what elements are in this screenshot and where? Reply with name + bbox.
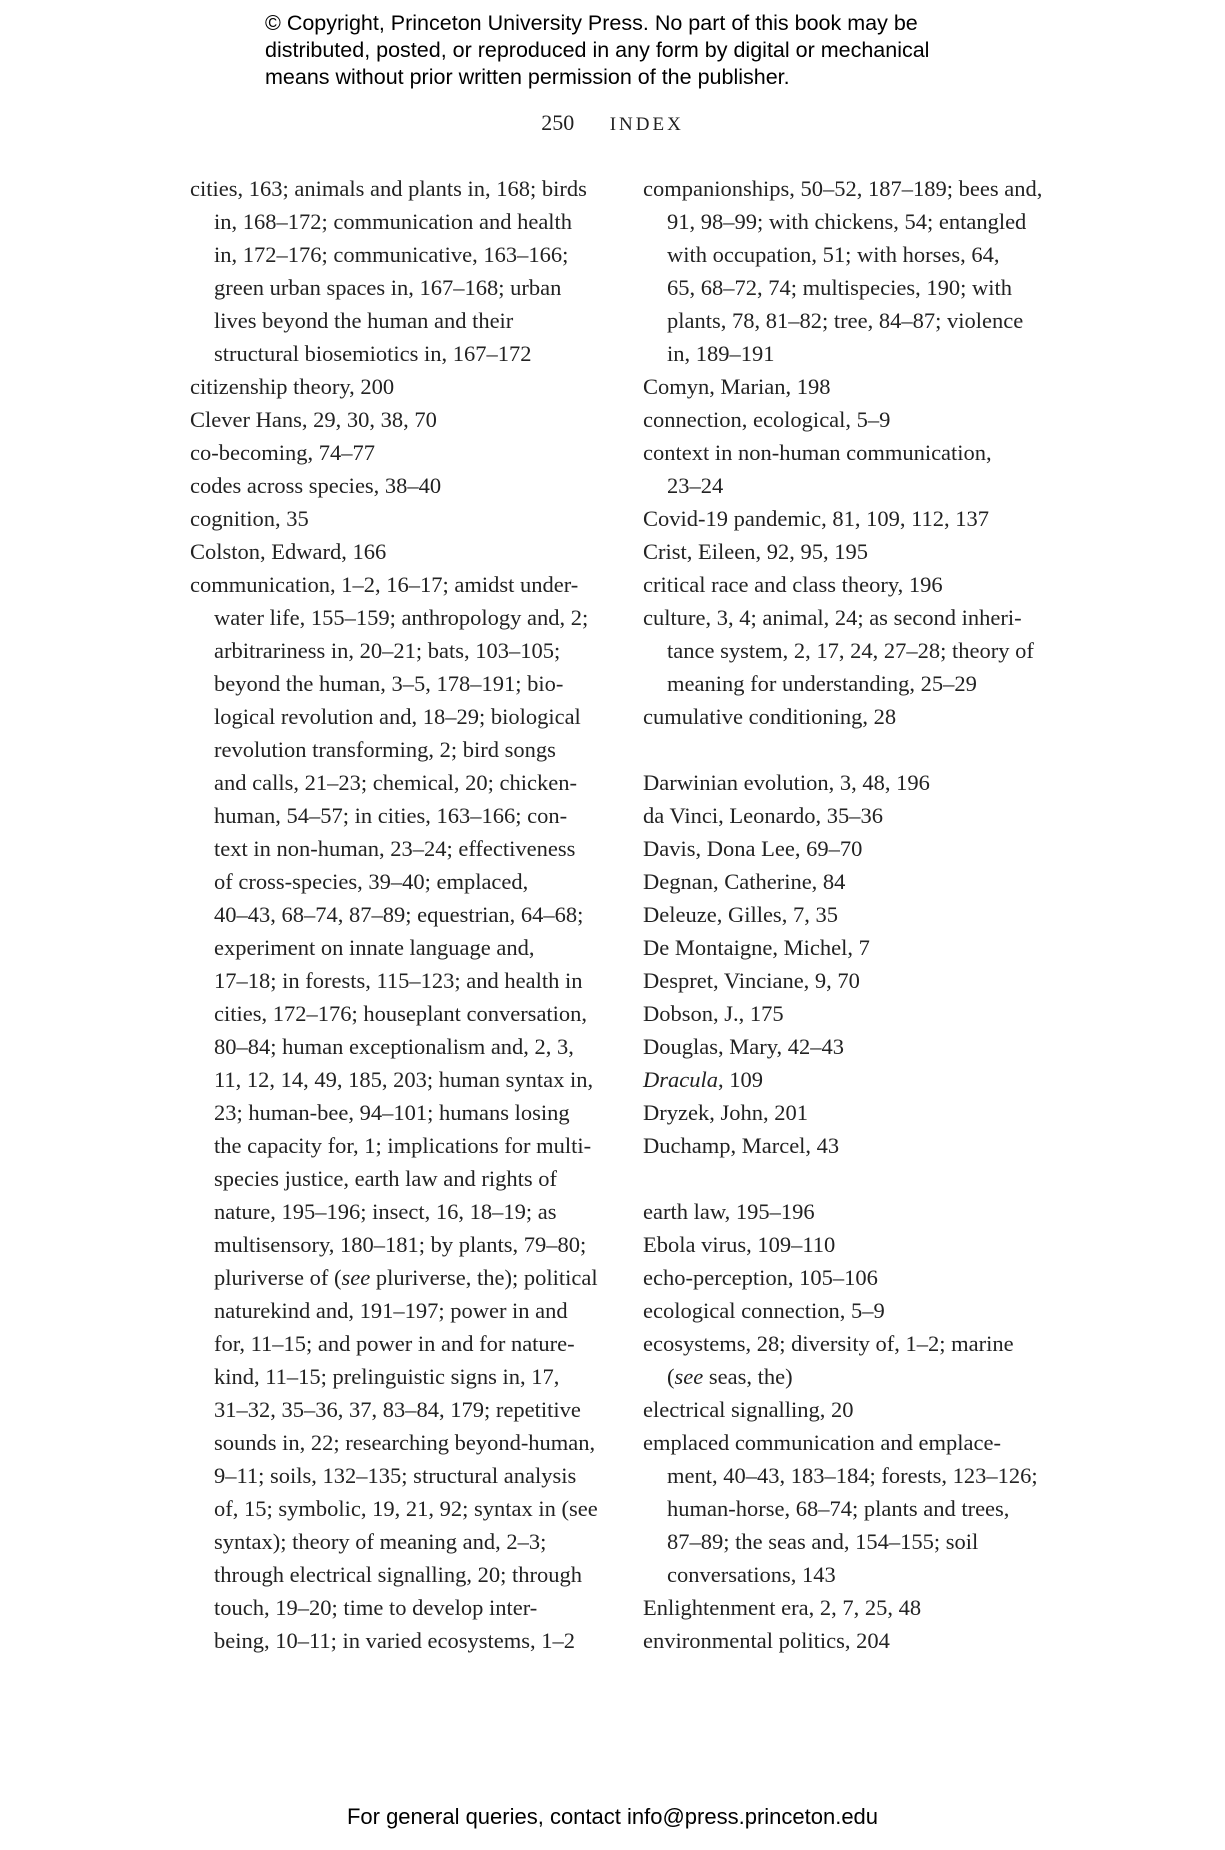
index-entry-line: cities, 163; animals and plants in, 168; birds [190,176,587,201]
index-entry-line: Colston, Edward, 166 [190,539,387,564]
index-entry-line: species justice, earth law and rights of [214,1166,558,1191]
index-entry-line: structural biosemiotics in, 167–172 [214,341,532,366]
index-entry-line: da Vinci, Leonardo, 35–36 [643,803,884,828]
index-entry [643,1228,1063,1261]
index-entry-line: human, 54–57; in cities, 163–166; con- [214,803,568,828]
index-entry [643,1294,1063,1327]
index-entry-line: Dracula, 109 [643,1067,763,1092]
index-entry [643,898,1063,931]
index-entry-line: Deleuze, Gilles, 7, 35 [643,902,838,927]
index-entry [643,1129,1063,1162]
index-entry-line: 11, 12, 14, 49, 185, 203; human syntax in, [214,1067,594,1092]
index-entry-line: water life, 155–159; anthropology and, 2; [214,605,589,630]
index-entry-line: human-horse, 68–74; plants and trees, [667,1496,1010,1521]
index-entry-line: in, 189–191 [667,341,775,366]
index-entry [643,1096,1063,1129]
copyright-line: © Copyright, Princeton University Press. No part of this book may be [265,11,918,35]
index-entry-line: Enlightenment era, 2, 7, 25, 48 [643,1595,922,1620]
index-entry-line: De Montaigne, Michel, 7 [643,935,870,960]
index-entry-line: touch, 19–20; time to develop inter- [214,1595,538,1620]
index-entry-line: of cross-species, 39–40; emplaced, [214,869,529,894]
index-entry-line: companionships, 50–52, 187–189; bees and, [643,176,1043,201]
section-title: INDEX [609,114,684,135]
index-entry [643,700,1063,733]
index-entry-line: naturekind and, 191–197; power in and [214,1298,568,1323]
index-entry-line: Dryzek, John, 201 [643,1100,808,1125]
index-entry-line: in, 172–176; communicative, 163–166; [214,242,569,267]
index-entry [643,1261,1063,1294]
index-entry [643,766,1063,799]
index-column-right [643,172,1063,1657]
index-entry [643,1426,1063,1591]
index-entry-line: context in non-human communication, [643,440,992,465]
index-entry [643,1591,1063,1624]
index-entry-line: syntax); theory of meaning and, 2–3; [214,1529,547,1554]
index-entry [190,502,610,535]
index-entry-line: ecosystems, 28; diversity of, 1–2; marine [643,1331,1014,1356]
index-entry-line: green urban spaces in, 167–168; urban [214,275,562,300]
index-entry-line: lives beyond the human and their [214,308,514,333]
index-entry-line: connection, ecological, 5–9 [643,407,891,432]
index-entry-line: Crist, Eileen, 92, 95, 195 [643,539,868,564]
index-entry [643,799,1063,832]
index-entry-line: and calls, 21–23; chemical, 20; chicken- [214,770,577,795]
index-entry [643,370,1063,403]
index-entry [643,931,1063,964]
index-entry [643,535,1063,568]
index-entry-line: Despret, Vinciane, 9, 70 [643,968,860,993]
index-entry-line: sounds in, 22; researching beyond-human, [214,1430,596,1455]
index-entry-line: co-becoming, 74–77 [190,440,375,465]
index-entry-line: (see seas, the) [667,1364,793,1389]
index-entry-line: 9–11; soils, 132–135; structural analysis [214,1463,577,1488]
page-number: 250 [541,110,575,135]
index-entry [643,568,1063,601]
index-entry-line: cognition, 35 [190,506,309,531]
index-entry [643,436,1063,502]
index-entry [643,172,1063,370]
index-entry [643,865,1063,898]
index-column-left [190,172,610,1657]
index-entry-line: Covid-19 pandemic, 81, 109, 112, 137 [643,506,990,531]
copyright-line: means without prior written permission of the publisher. [265,65,790,89]
index-entry-line: kind, 11–15; prelinguistic signs in, 17, [214,1364,560,1389]
index-entry-line: cumulative conditioning, 28 [643,704,897,729]
index-entry-line: electrical signalling, 20 [643,1397,854,1422]
index-entry-line: in, 168–172; communication and health [214,209,573,234]
index-entry-line: nature, 195–196; insect, 16, 18–19; as [214,1199,557,1224]
footer-contact: For general queries, contact info@press.princeton.edu [346,1804,879,1829]
index-entry [190,436,610,469]
index-entry-line: emplaced communication and emplace- [643,1430,1001,1455]
index-entry-line: 87–89; the seas and, 154–155; soil [667,1529,979,1554]
index-entry-line: 23; human-bee, 94–101; humans losing [214,1100,570,1125]
index-entry-line: codes across species, 38–40 [190,473,442,498]
index-entry-line: of, 15; symbolic, 19, 21, 92; syntax in (see [214,1496,598,1521]
index-entry [190,403,610,436]
index-entry [643,1030,1063,1063]
index-entry [643,1393,1063,1426]
index-entry-line: 23–24 [667,473,724,498]
index-entry [643,1063,1063,1096]
index-entry-line: Duchamp, Marcel, 43 [643,1133,840,1158]
index-entry-line: Davis, Dona Lee, 69–70 [643,836,863,861]
index-entry-line: citizenship theory, 200 [190,374,395,399]
index-entry [643,997,1063,1030]
index-entry [643,601,1063,700]
index-entry-line: ecological connection, 5–9 [643,1298,885,1323]
index-entry-line: text in non-human, 23–24; effectiveness [214,836,576,861]
index-entry-line: logical revolution and, 18–29; biological [214,704,581,729]
index-entry [643,403,1063,436]
index-entry-line: Ebola virus, 109–110 [643,1232,836,1257]
index-entry-line: through electrical signalling, 20; through [214,1562,583,1587]
copyright-line: distributed, posted, or reproduced in any form by digital or mechanical [265,38,930,62]
index-entry-line: environmental politics, 204 [643,1628,890,1653]
index-entry-line: experiment on innate language and, [214,935,535,960]
copyright-notice [265,10,1025,91]
index-entry [190,535,610,568]
index-entry [643,502,1063,535]
running-head [0,110,1225,136]
index-entry-line: communication, 1–2, 16–17; amidst under- [190,572,579,597]
index-entry-line: cities, 172–176; houseplant conversation, [214,1001,588,1026]
index-entry-line: tance system, 2, 17, 24, 27–28; theory of [667,638,1034,663]
index-entry [190,469,610,502]
index-entry-line: meaning for understanding, 25–29 [667,671,977,696]
index-entry-line: culture, 3, 4; animal, 24; as second inheri- [643,605,1022,630]
index-entry [643,964,1063,997]
index-entry-line: echo-perception, 105–106 [643,1265,878,1290]
index-entry-line: being, 10–11; in varied ecosystems, 1–2 [214,1628,575,1653]
index-entry-line: earth law, 195–196 [643,1199,815,1224]
index-entry [190,172,610,370]
index-entry-line: Clever Hans, 29, 30, 38, 70 [190,407,437,432]
index-entry-line: plants, 78, 81–82; tree, 84–87; violence [667,308,1024,333]
index-entry-line: 65, 68–72, 74; multispecies, 190; with [667,275,1012,300]
index-entry-line: arbitrariness in, 20–21; bats, 103–105; [214,638,561,663]
index-entry-line: ment, 40–43, 183–184; forests, 123–126; [667,1463,1038,1488]
index-entry-line: 91, 98–99; with chickens, 54; entangled [667,209,1027,234]
index-entry-line: the capacity for, 1; implications for multi- [214,1133,592,1158]
index-entry-line: 17–18; in forests, 115–123; and health in [214,968,583,993]
index-entry-line: 80–84; human exceptionalism and, 2, 3, [214,1034,574,1059]
index-entry-line: Dobson, J., 175 [643,1001,784,1026]
index-entry-line: revolution transforming, 2; bird songs [214,737,556,762]
index-entry-line: conversations, 143 [667,1562,836,1587]
index-entry-line: Douglas, Mary, 42–43 [643,1034,845,1059]
index-entry-line: Degnan, Catherine, 84 [643,869,846,894]
index-entry-line: Comyn, Marian, 198 [643,374,831,399]
index-entry-line: critical race and class theory, 196 [643,572,943,597]
index-entry-line: 31–32, 35–36, 37, 83–84, 179; repetitive [214,1397,581,1422]
index-entry [190,370,610,403]
index-entry-line: beyond the human, 3–5, 178–191; bio- [214,671,564,696]
index-entry [643,1624,1063,1657]
index-entry-line: with occupation, 51; with horses, 64, [667,242,1000,267]
index-entry [643,1327,1063,1393]
index-entry [643,832,1063,865]
index-entry [190,568,610,1657]
index-entry-line: Darwinian evolution, 3, 48, 196 [643,770,930,795]
index-entry-line: for, 11–15; and power in and for nature- [214,1331,575,1356]
index-entry [643,1195,1063,1228]
index-entry-line: pluriverse of (see pluriverse, the); political [214,1265,598,1290]
index-entry-line: 40–43, 68–74, 87–89; equestrian, 64–68; [214,902,584,927]
index-entry-line: multisensory, 180–181; by plants, 79–80; [214,1232,587,1257]
